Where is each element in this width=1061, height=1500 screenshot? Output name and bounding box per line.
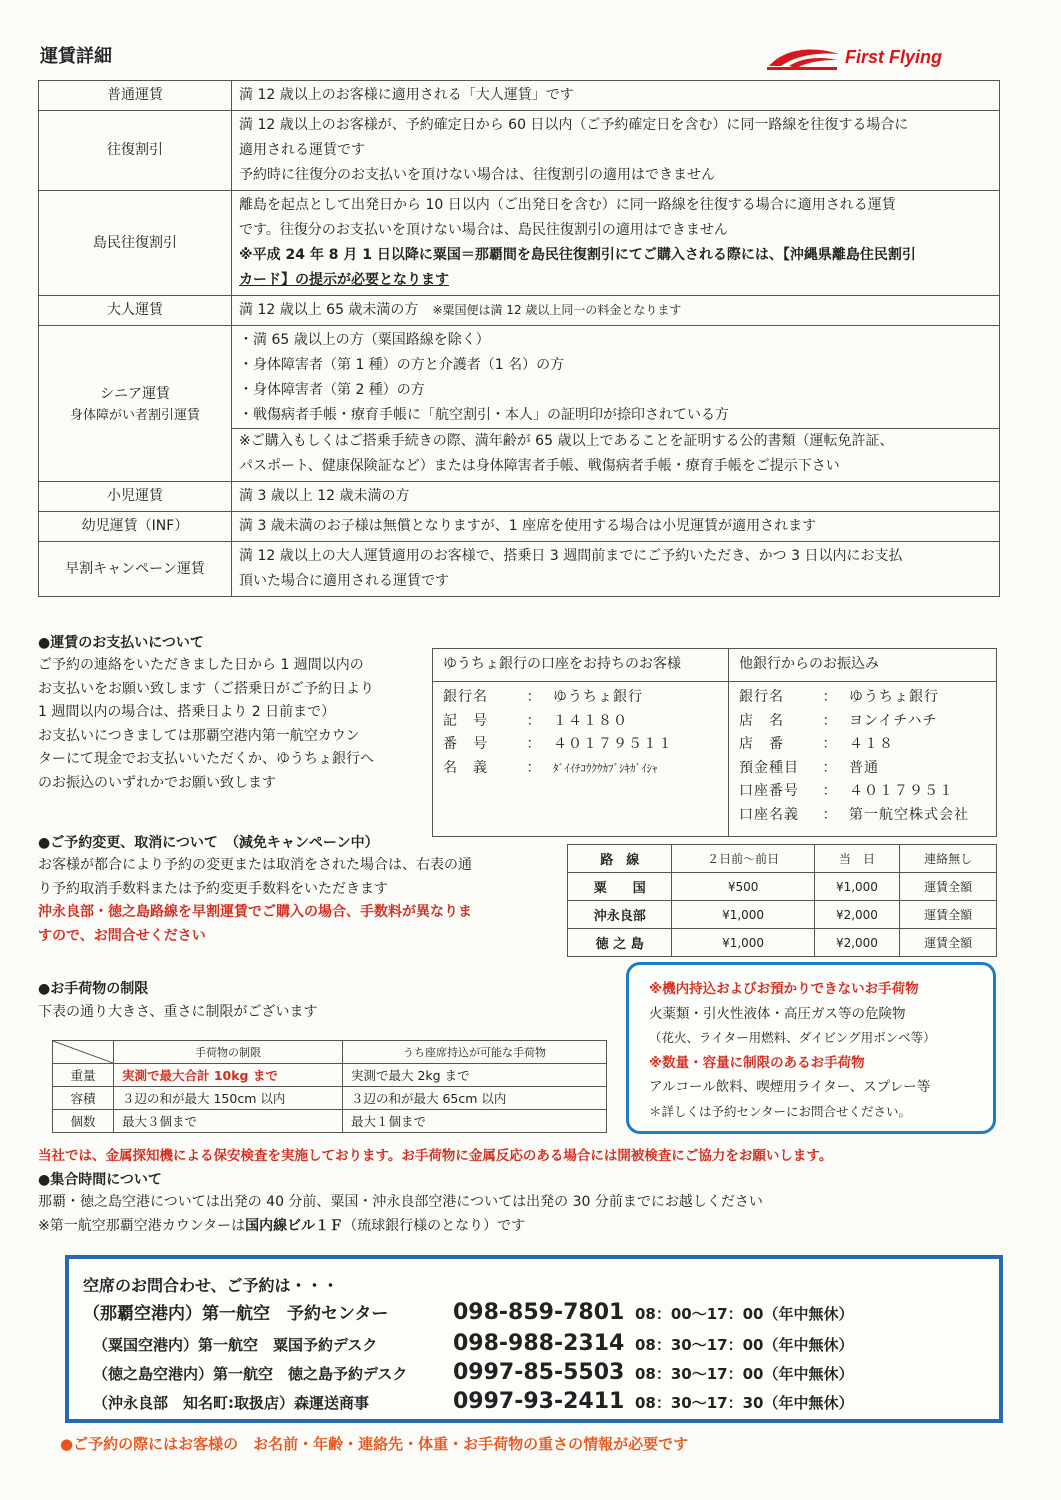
yucho-account: 銀行名 ： ゆうちょ銀行 記 号 ： １４１８０ 番 号 ： ４０１７９５１１ 名 義 ： ﾀﾞｲｲﾁｺｳｸｳｶﾌﾞｼｷｶﾞｲｼｬ [433, 682, 729, 837]
fare-desc: 満 3 歳未満のお子様は無償となりますが、1 座席を使用する場合は小児運賃が適用されます [232, 512, 1000, 542]
fare-label: 普通運賃 [39, 81, 232, 111]
contact-heading: 空席のお問合わせ、ご予約は・・・ [83, 1276, 339, 1295]
security-note: 当社では、金属探知機による保安検査を実施しております。お手荷物に金属反応のある場合には開被検査にご協力をお願いします。 [38, 1148, 833, 1164]
fare-desc: 満 12 歳以上 65 歳未満の方 ※粟国便は満 12 歳以上同一の料金となります [232, 296, 1000, 326]
baggage-heading: ●お手荷物の制限 [38, 981, 149, 997]
fare-label: 幼児運賃（INF） [39, 512, 232, 542]
other-bank-account: 銀行名 ： ゆうちょ銀行 店 名 ： ヨンイチハチ 店 番 ： ４１８ 預金種目 ： 普通 口座番号 ： ４０１７９５１ 口座名義 ： 第一航空株式会社 [729, 682, 997, 837]
fare-desc: 満 12 歳以上のお客様に適用される「大人運賃」です [232, 81, 1000, 111]
restricted-items-box: ※機内持込およびお預かりできないお手荷物 火薬類・引火性液体・高圧ガス等の危険物 （花火、ライター用燃料、ダイビング用ボンベ等） ※数量・容量に制限のあるお手荷物 アルコール飲料、喫煙用ライター、スプレー等 ＊詳しくは予約センターにお問合せください。 [626, 962, 996, 1134]
payment-text: ご予約の連絡をいただきました日から 1 週間以内の お支払いをお願い致します（ご搭乗日がご予約日より 1 週間以内の場合は、搭乗日より 2 日前まで） お支払いにつきましては那覇空港内第一航空カウン ターにて現金でお支払いいただくか、ゆうちょ銀行へ のお振込のいずれかでお願い致します [38, 657, 374, 791]
fare-row-round-trip [39, 111, 1000, 191]
fare-row-senior [39, 326, 1000, 482]
change-text: お客様が都合により予約の変更または取消をされた場合は、右表の通 り予約取消手数料または予約変更手数料をいただきます 沖永良部・徳之島路線を早割運賃でご購入の場合、手数料が異なりま すので、お問合せください [38, 857, 472, 944]
phone-number[interactable]: 0997-93-2411 [453, 1389, 625, 1414]
fare-desc: 満 3 歳以上 12 歳未満の方 [232, 482, 1000, 512]
contact-row: （徳之島空港内）第一航空 徳之島予約デスク 0997-85-5503 08：30～17：00（年中無休） [93, 1360, 854, 1385]
baggage-row-volume: 容積 ３辺の和が最大 150cm 以内 ３辺の和が最大 65cm 以内 [53, 1087, 607, 1110]
fare-desc: 満 12 歳以上の大人運賃適用のお客様で、搭乗日 3 週間前までにご予約いただき、かつ 3 日以内にお支払 頂いた場合に適用される運賃です [232, 542, 1000, 597]
phone-number[interactable]: 098-988-2314 [453, 1331, 625, 1356]
contact-row: （沖永良部 知名町:取扱店）森運送商事 0997-93-2411 08：30～17：30（年中無休） [93, 1389, 854, 1414]
baggage-table: 手荷物の制限 うち座席持込が可能な手荷物 重量 実測で最大合計 10kg まで 実測で最大 2kg まで 容積 ３辺の和が最大 150cm 以内 ３辺の和が最大 65cm 以内 個数 最大３個まで 最大１個まで [52, 1040, 607, 1133]
fare-row-adult [39, 296, 1000, 326]
logo-text: First Flying [845, 47, 943, 67]
first-flying-logo [765, 44, 980, 74]
fee-row-aguni: 粟 国 ¥500 ¥1,000 運賃全額 [568, 873, 997, 901]
page-title: 運賃詳細 [40, 46, 112, 67]
fee-table: 路 線 ２日前～前日 当 日 連絡無し 粟 国 ¥500 ¥1,000 運賃全額 沖永良部 ¥1,000 ¥2,000 運賃全額 徳 之 島 ¥1,000 ¥2,000 運賃全額 [567, 844, 997, 957]
change-heading: ●ご予約変更、取消について （減免キャンペーン中） [38, 835, 379, 851]
fare-label: 早割キャンペーン運賃 [39, 542, 232, 597]
contact-row: （粟国空港内）第一航空 粟国予約デスク 098-988-2314 08：30～17：00（年中無休） [93, 1331, 854, 1356]
baggage-row-count: 個数 最大３個まで 最大１個まで [53, 1110, 607, 1133]
payment-heading: ●運賃のお支払いについて [38, 635, 204, 651]
fare-desc: 離島を起点として出発日から 10 日以内（ご出発日を含む）に同一路線を往復する場合に適用される運賃 です。往復分のお支払いを頂けない場合は、島民往復割引の適用はできません ※平成 24 年 8 月 1 日以降に粟国＝那覇間を島民往復割引にてご購入される際には、【沖縄県離島住民割引 カード】の提示が必要となります [232, 191, 1000, 296]
other-bank-header: 他銀行からのお振込み [729, 649, 997, 682]
gather-text: 那覇・徳之島空港については出発の 40 分前、粟国・沖永良部空港については出発の 30 分前までにお越しください ※第一航空那覇空港カウンターは国内線ビル１Ｆ（琉球銀行様のとなり）です [38, 1194, 763, 1234]
yucho-header: ゆうちょ銀行の口座をお持ちのお客様 [433, 649, 729, 682]
footer-note: ●ご予約の際にはお客様の お名前・年齢・連絡先・体重・お手荷物の重さの情報が必要です [60, 1435, 689, 1453]
fee-row-tokunoshima: 徳 之 島 ¥1,000 ¥2,000 運賃全額 [568, 929, 997, 957]
fare-desc: 満 12 歳以上のお客様が、予約確定日から 60 日以内（ご予約確定日を含む）に同一路線を往復する場合に 適用される運賃です 予約時に往復分のお支払いを頂けない場合は、往復割引の適用はできません [232, 111, 1000, 191]
bank-table [432, 648, 997, 837]
fare-desc: ・満 65 歳以上の方（粟国路線を除く） ・身体障害者（第 1 種）の方と介護者（1 名）の方 ・身体障害者（第 2 種）の方 ・戦傷病者手帳・療育手帳に「航空割引・本人」の証明印が捺印されている方 ※ご購入もしくはご搭乗手続きの際、満年齢が 65 歳以上であることを証明する公的書類（運転免許証、 パスポート、健康保険証など）または身体障害者手帳、戦傷病者手帳・療育手帳をご提示下さい [232, 326, 1000, 482]
fare-table [38, 80, 1000, 597]
airline-swoosh-icon [765, 44, 845, 74]
fare-label: 大人運賃 [39, 296, 232, 326]
contact-box [65, 1255, 1003, 1423]
gather-heading: ●集合時間について [38, 1172, 162, 1188]
fare-row-early [39, 542, 1000, 597]
fare-row-regular [39, 81, 1000, 111]
fare-label: 往復割引 [39, 111, 232, 191]
phone-number[interactable]: 098-859-7801 [453, 1300, 625, 1325]
fare-label: 小児運賃 [39, 482, 232, 512]
fare-row-islander [39, 191, 1000, 296]
baggage-text: 下表の通り大きさ、重さに制限がございます [38, 1004, 318, 1020]
fare-label: 島民往復割引 [39, 191, 232, 296]
contact-row: （那覇空港内）第一航空 予約センター 098-859-7801 08：00～17：00（年中無休） [83, 1300, 854, 1325]
fee-row-okinoerabu: 沖永良部 ¥1,000 ¥2,000 運賃全額 [568, 901, 997, 929]
fare-row-child [39, 482, 1000, 512]
phone-number[interactable]: 0997-85-5503 [453, 1360, 625, 1385]
baggage-row-weight: 重量 実測で最大合計 10kg まで 実測で最大 2kg まで [53, 1064, 607, 1087]
fare-label: シニア運賃 身体障がい者割引運賃 [39, 326, 232, 482]
fare-row-infant [39, 512, 1000, 542]
